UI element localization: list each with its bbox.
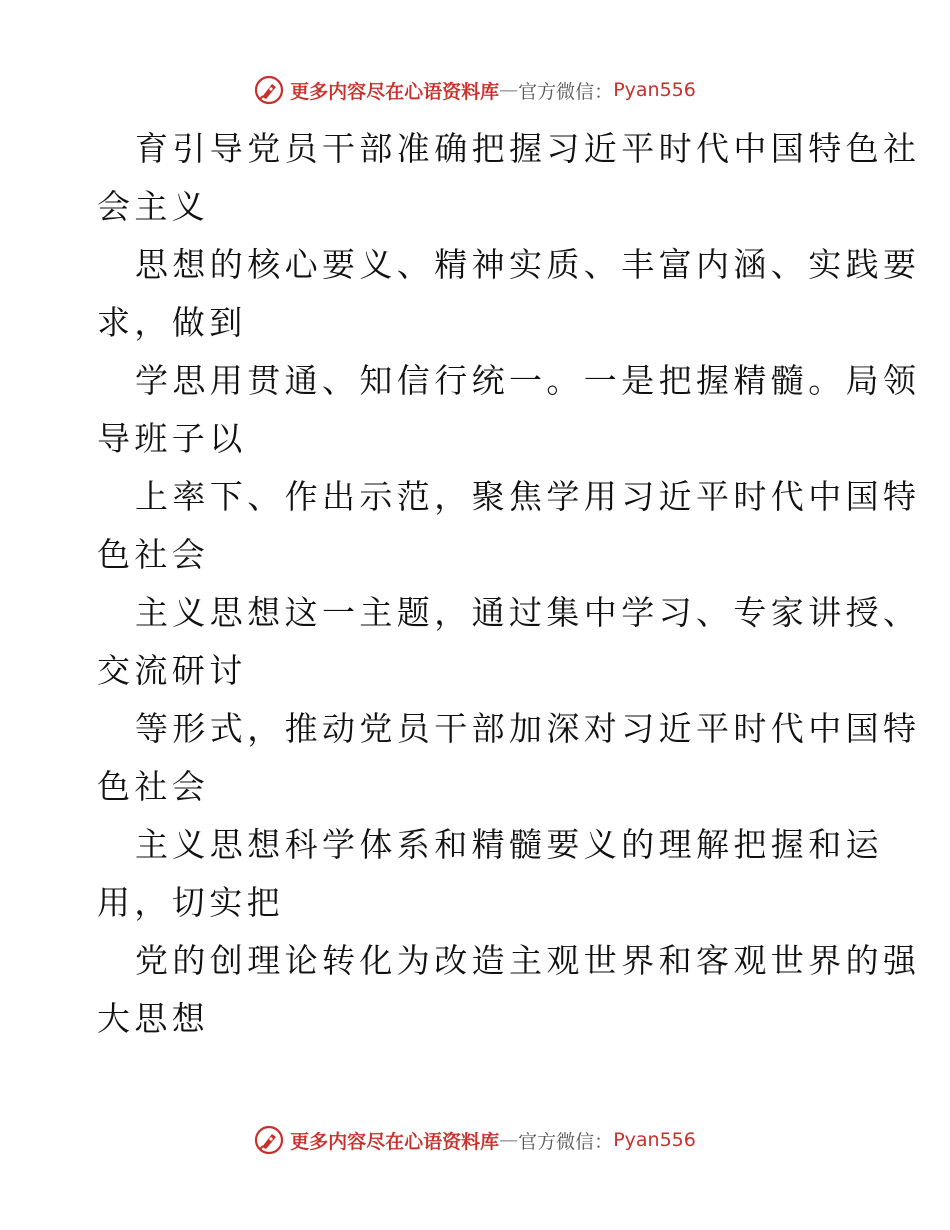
watermark-brand: 更多内容尽在心语资料库 [290,1130,500,1153]
text-line: 大思想 [97,999,210,1038]
text-line: 用，切实把 [97,883,284,922]
watermark-separator: — [499,79,519,101]
pen-nib-logo-icon [254,1125,284,1155]
text-line: 色社会 [97,767,210,806]
watermark-brand: 更多内容尽在心语资料库 [290,80,500,103]
text-line: 交流研讨 [97,651,247,690]
watermark-wechat-id: Pyan556 [613,79,696,101]
body-text [97,120,921,1048]
watermark-separator: — [499,1129,519,1151]
text-line: 求，做到 [97,303,247,342]
watermark-label: 官方微信： [518,80,614,103]
text-line: 导班子以 [97,419,247,458]
text-line: 主义思想这一主题，通过集中学习、专家讲授、 [135,593,921,632]
text-line: 色社会 [97,535,210,574]
header-watermark [0,70,950,110]
text-line: 思想的核心要义、精神实质、丰富内涵、实践要 [135,245,921,284]
text-line: 学思用贯通、知信行统一。一是把握精髓。局领 [135,361,921,400]
text-line: 等形式，推动党员干部加深对习近平时代中国特 [135,709,921,748]
text-line: 主义思想科学体系和精髓要义的理解把握和运 [135,825,883,864]
watermark-wechat-id: Pyan556 [613,1129,696,1151]
footer-watermark [0,1120,950,1160]
text-line: 党的创理论转化为改造主观世界和客观世界的强 [135,941,921,980]
pen-nib-logo-icon [254,75,284,105]
text-line: 育引导党员干部准确把握习近平时代中国特色社 [135,129,921,168]
watermark-label: 官方微信： [518,1130,614,1153]
text-line: 会主义 [97,187,210,226]
text-line: 上率下、作出示范，聚焦学用习近平时代中国特 [135,477,921,516]
